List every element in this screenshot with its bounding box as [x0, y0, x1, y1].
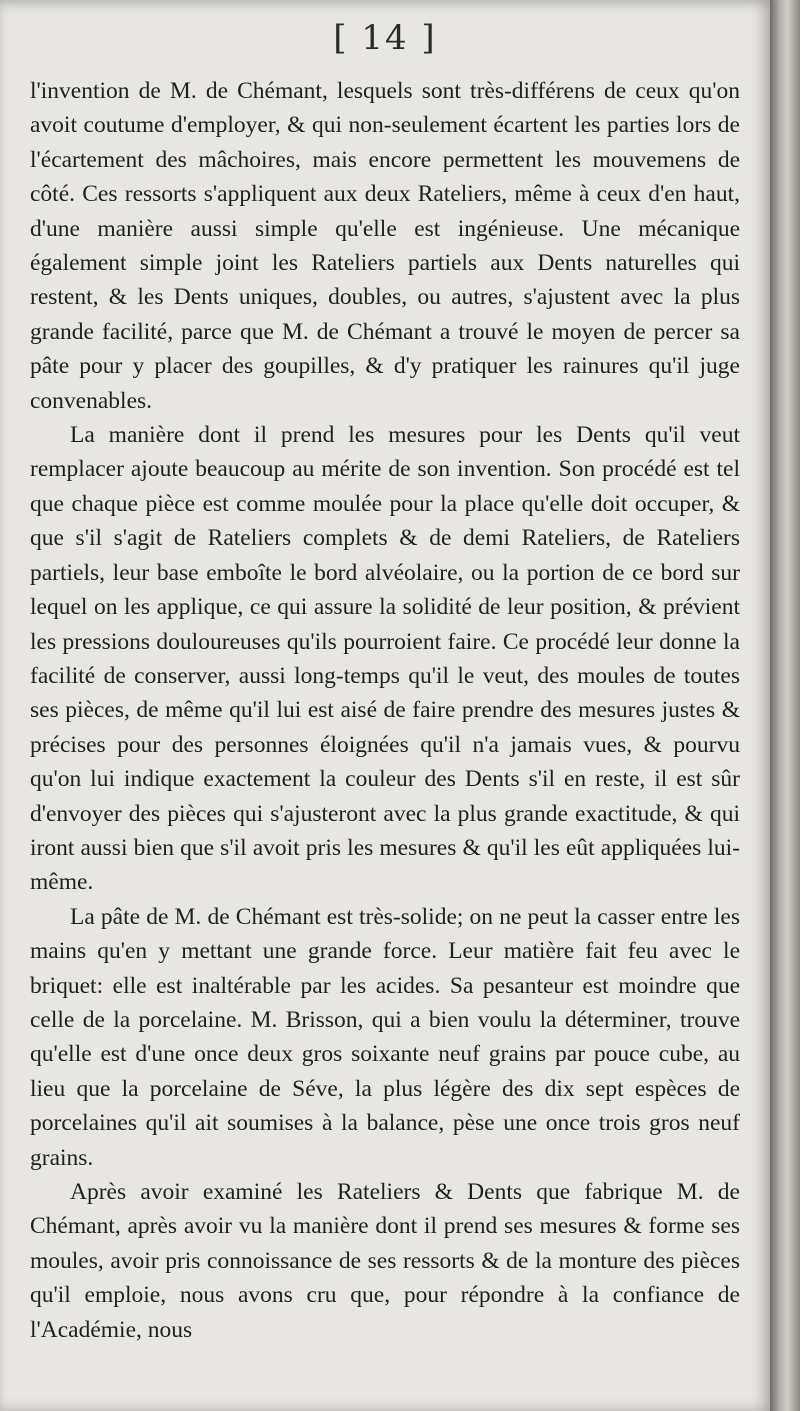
paragraph: La pâte de M. de Chémant est très-solide; on ne peut la casser entre les mains qu'en y mettant une grande force. Leur matière fait feu avec le briquet: elle est inaltérable par les acides. Sa pesanteur est moindre que celle de la porcelaine. M. Brisson, qui a bien voulu la déterminer, trouve qu'elle est d'une once deux gros soixante neuf grains par pouce cube, au lieu que la porcelaine de Séve, la plus légère des dix sept espèces de porcelaines qu'il ait soumises à la balance, pèse une once trois gros neuf grains.	[30, 903, 740, 1171]
adjacent-page-edge	[770, 0, 800, 1411]
paragraph: La manière dont il prend les mesures pour les Dents qu'il veut remplacer ajoute beaucoup au mérite de son invention. Son procédé est tel que chaque pièce est comme moulée pour la place qu'elle doit occuper, & que s'il s'agit de Rateliers complets & de demi Rateliers, de Rateliers partiels, leur base emboîte le bord alvéolaire, ou la portion de ce bord sur lequel on les applique, ce qui assure la solidité de leur position, & prévient les pressions douloureuses qu'ils pourroient faire. Ce procédé leur donne la facilité de conserver, aussi long-temps qu'il le veut, des moules de toutes ses pièces, de même qu'il lui est aisé de faire prendre des mesures justes & précises pour des personnes éloignées qu'il n'a jamais vues, & pourvu qu'on lui indique exactement la couleur des Dents s'il en reste, il est sûr d'envoyer des pièces qui s'ajusteront avec la plus grande exactitude, & qui iront aussi bien que s'il avoit pris les mesures & qu'il les eût appliquées lui-même.	[30, 422, 740, 896]
paragraph: Après avoir examiné les Rateliers & Dents que fabrique M. de Chémant, après avoir vu la manière dont il prend ses mesures & forme ses moules, avoir pris connoissance de ses ressorts & de la monture des pièces qu'il emploie, nous avons cru que, pour répondre à la confiance de l'Académie, nous	[30, 1179, 740, 1343]
page-number: [ 14 ]	[333, 18, 437, 58]
paragraph: l'invention de M. de Chémant, lesquels sont très-différens de ceux qu'on avoit coutume d'employer, & qui non-seulement écartent les parties lors de l'écartement des mâchoires, mais encore permettent les mouvemens de côté. Ces ressorts s'appliquent aux deux Rateliers, même à ceux d'en haut, d'une manière aussi simple qu'elle est ingénieuse. Une mécanique également simple joint les Rateliers partiels aux Dents naturelles qui restent, & les Dents uniques, doubles, ou autres, s'ajustent avec la plus grande facilité, parce que M. de Chémant a trouvé le moyen de percer sa pâte pour y placer des goupilles, & d'y pratiquer les rainures qu'il juge convenables.	[30, 78, 740, 414]
page-text	[30, 74, 740, 1347]
